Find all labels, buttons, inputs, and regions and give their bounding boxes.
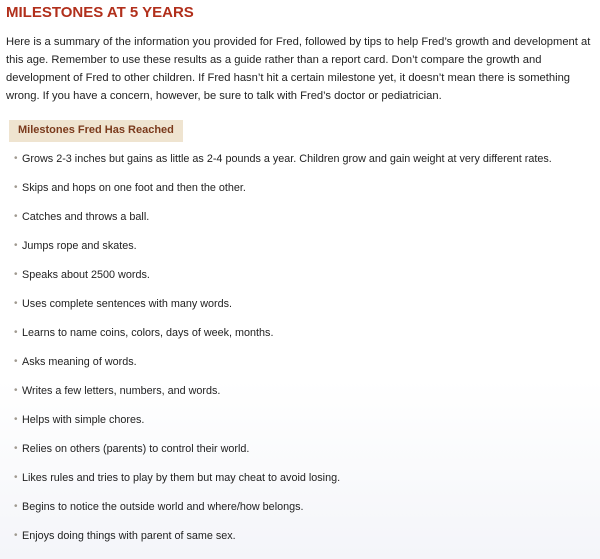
bullet-icon: • (14, 153, 18, 164)
list-item-text: Grows 2-3 inches but gains as little as 2-4 pounds a year. Children grow and gain weight at very different rates. (22, 153, 552, 165)
bullet-icon: • (14, 385, 18, 396)
list-item (14, 354, 600, 370)
list-item (14, 441, 600, 457)
list-item-text: Begins to notice the outside world and where/how belongs. (22, 501, 304, 513)
list-item-text: Skips and hops on one foot and then the other. (22, 182, 246, 194)
bullet-icon: • (14, 211, 18, 222)
list-item-text: Writes a few letters, numbers, and words. (22, 385, 221, 397)
list-item-text: Catches and throws a ball. (22, 211, 150, 223)
intro-paragraph: Here is a summary of the information you provided for Fred, followed by tips to help Fred’s growth and development at this age. Remember to use these results as a guide rather than a report card. Don’t compare the growth and development of Fred to other children. If Fred hasn’t hit a certain milestone yet, it doesn’t mean there is something wrong. If you have a concern, however, be sure to talk with Fred’s doctor or pediatrician. (6, 36, 591, 102)
list-item-text: Speaks about 2500 words. (22, 269, 150, 281)
bullet-icon: • (14, 414, 18, 425)
list-item (14, 325, 600, 341)
list-item-text: Learns to name coins, colors, days of week, months. (22, 327, 274, 339)
list-item (14, 296, 600, 312)
bullet-icon: • (14, 501, 18, 512)
list-item (14, 267, 600, 283)
bullet-icon: • (14, 530, 18, 541)
milestone-list (6, 151, 594, 544)
list-item (14, 180, 600, 196)
bullet-icon: • (14, 356, 18, 367)
list-item (14, 470, 600, 486)
bullet-icon: • (14, 327, 18, 338)
list-item-text: Uses complete sentences with many words. (22, 298, 233, 310)
bullet-icon: • (14, 269, 18, 280)
bullet-icon: • (14, 240, 18, 251)
page-title: MILESTONES AT 5 YEARS (6, 4, 194, 21)
bullet-icon: • (14, 472, 18, 483)
section-heading-milestones-reached: Milestones Fred Has Reached (9, 120, 183, 142)
list-item (14, 238, 600, 254)
list-item-text: Enjoys doing things with parent of same sex. (22, 530, 236, 542)
list-item (14, 209, 600, 225)
list-item-text: Likes rules and tries to play by them but may cheat to avoid losing. (22, 472, 341, 484)
bullet-icon: • (14, 298, 18, 309)
list-item (14, 412, 600, 428)
bullet-icon: • (14, 443, 18, 454)
list-item (14, 528, 600, 544)
list-item (14, 499, 600, 515)
list-item-text: Relies on others (parents) to control their world. (22, 443, 250, 455)
bullet-icon: • (14, 182, 18, 193)
list-item (14, 151, 600, 167)
list-item (14, 383, 600, 399)
list-item-text: Asks meaning of words. (22, 356, 137, 368)
list-item-text: Jumps rope and skates. (22, 240, 137, 252)
list-item-text: Helps with simple chores. (22, 414, 145, 426)
